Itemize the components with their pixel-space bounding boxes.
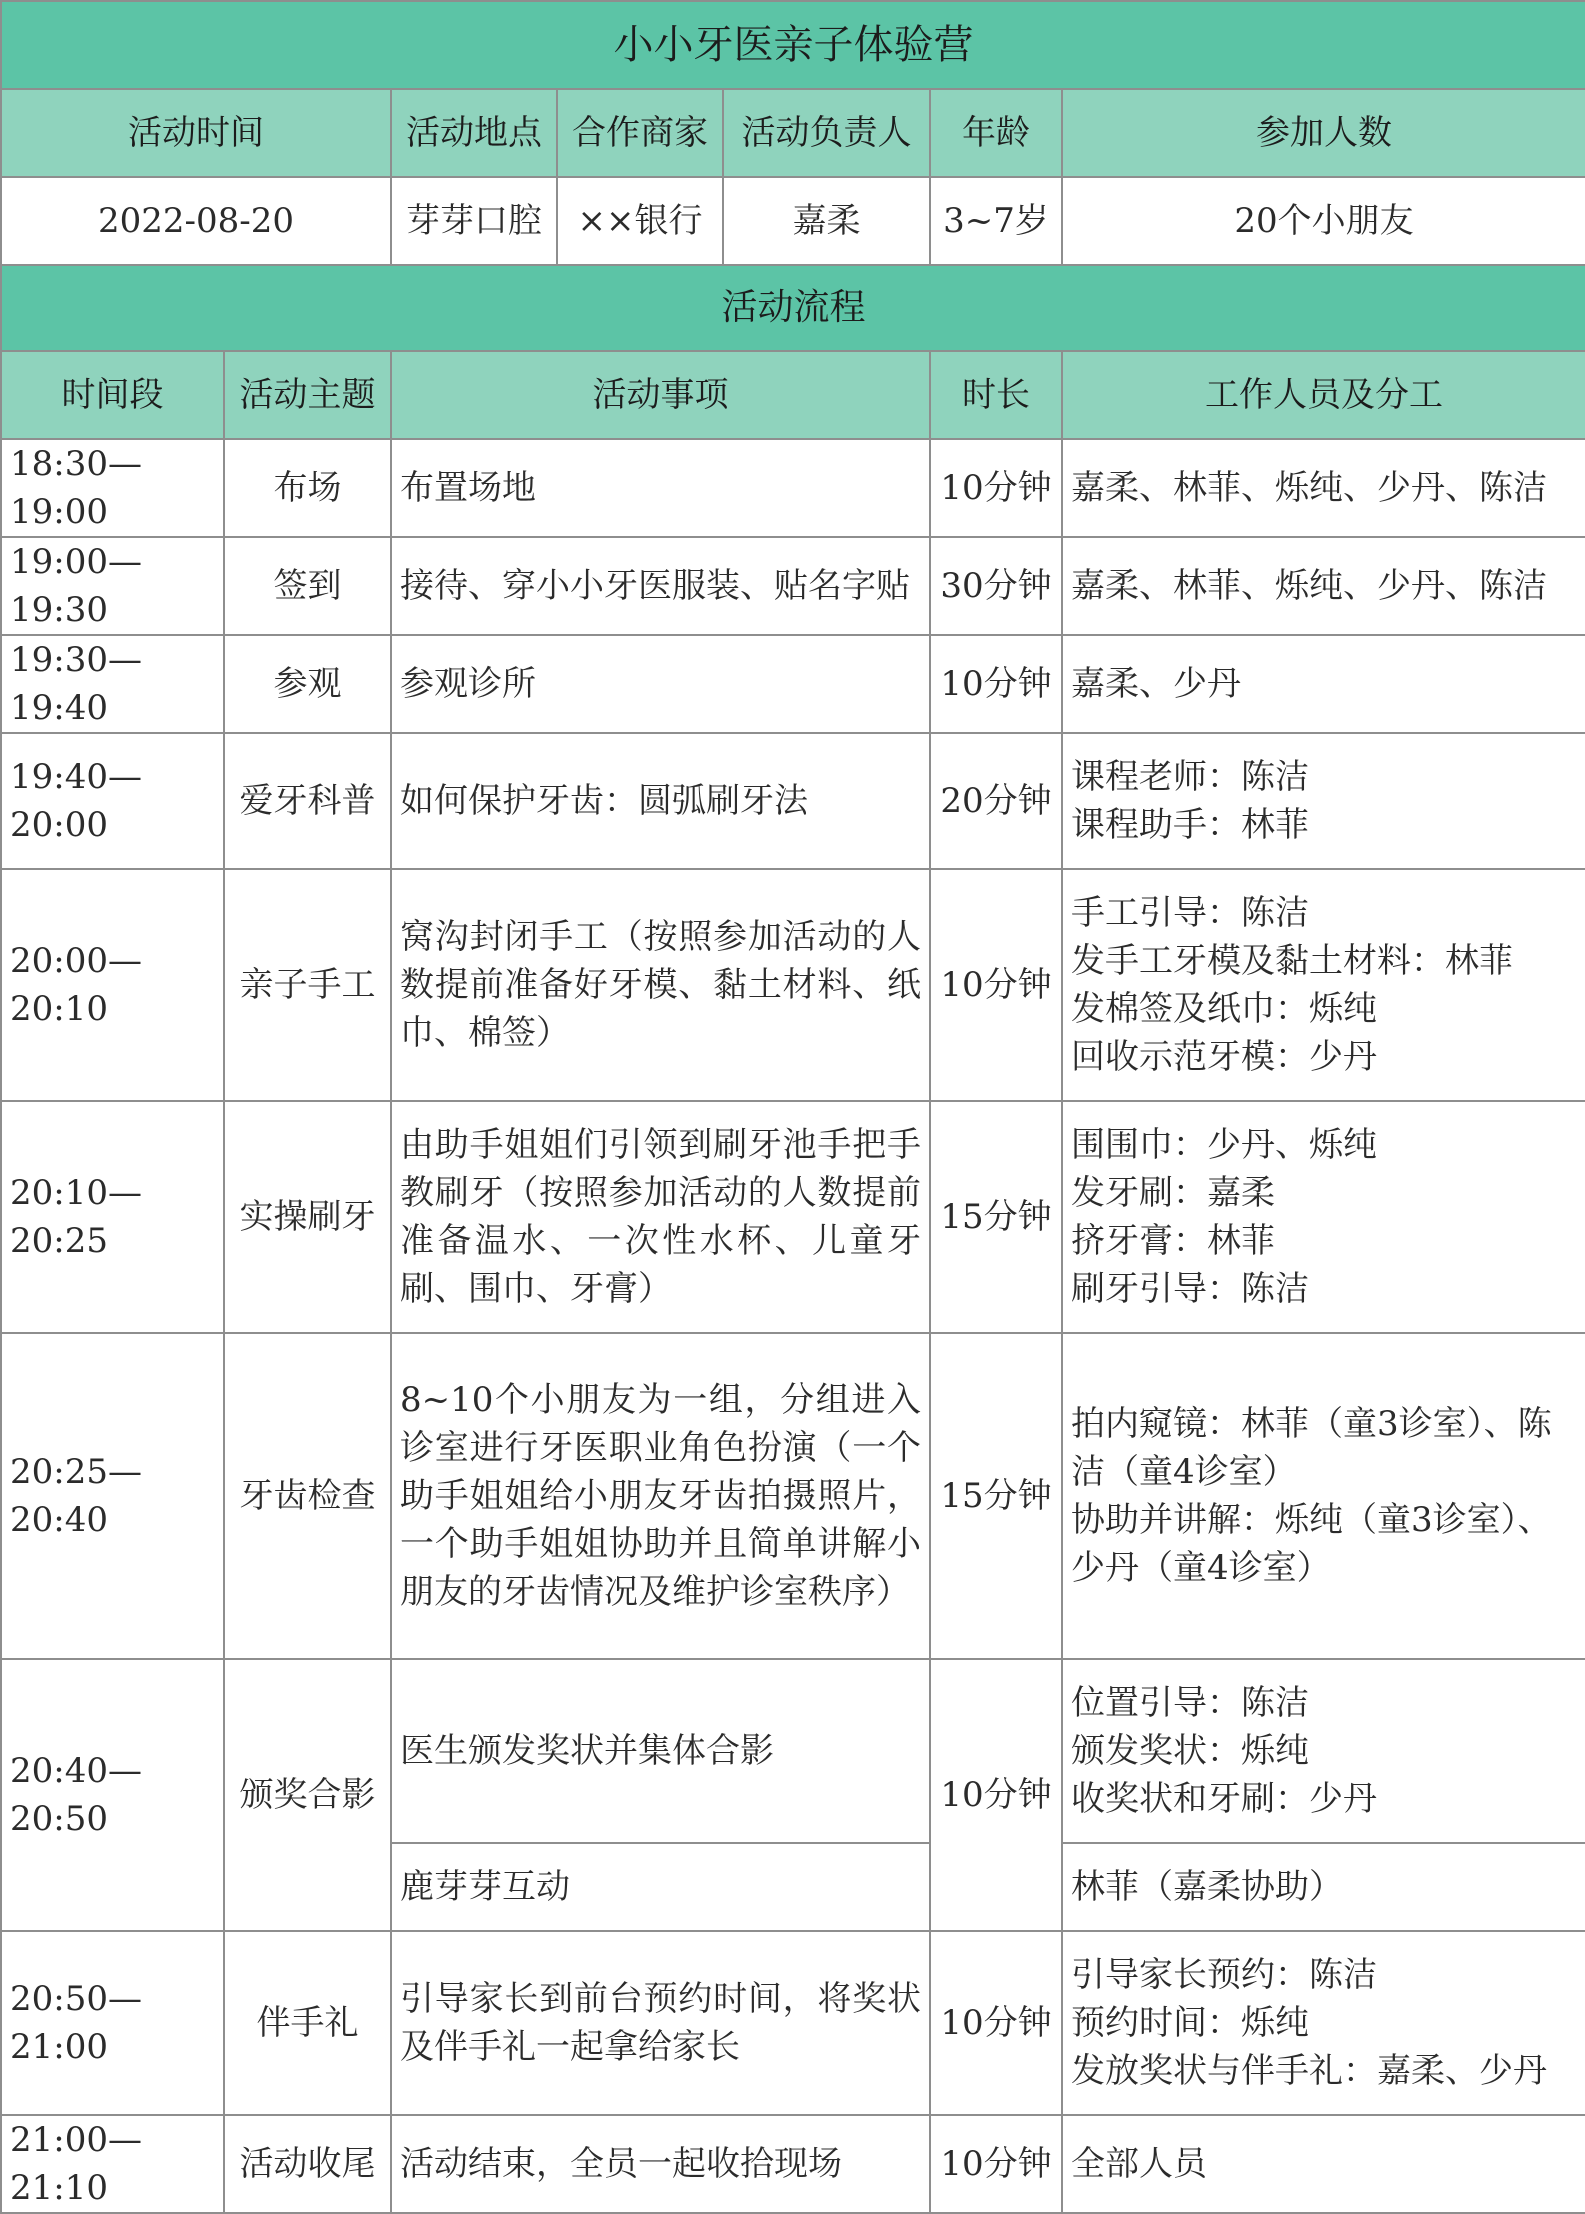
table-row [1,1101,1585,1333]
header-duration: 时长 [930,351,1062,439]
header-item: 活动事项 [391,351,930,439]
cell-item: 医生颁发奖状并集体合影 [391,1659,930,1843]
cell-theme: 布场 [224,439,391,537]
value-leader: 嘉柔 [723,177,930,265]
cell-period: 19:40—20:00 [1,733,224,869]
cell-item: 由助手姐姐们引领到刷牙池手把手教刷牙（按照参加活动的人数提前准备温水、一次性水杯、儿童牙刷、围巾、牙膏） [391,1101,930,1333]
header-age: 年龄 [930,89,1062,177]
cell-theme: 爱牙科普 [224,733,391,869]
process-title: 活动流程 [1,265,1585,351]
cell-duration: 10分钟 [930,439,1062,537]
cell-staff: 手工引导：陈洁 发手工牙模及黏土材料：林菲 发棉签及纸巾：烁纯 回收示范牙模：少丹 [1062,869,1585,1101]
value-participants: 20个小朋友 [1062,177,1585,265]
cell-staff: 课程老师：陈洁 课程助手：林菲 [1062,733,1585,869]
cell-item: 窝沟封闭手工（按照参加活动的人数提前准备好牙模、黏土材料、纸巾、棉签） [391,869,930,1101]
table-row [1,635,1585,733]
cell-staff: 全部人员 [1062,2115,1585,2213]
table-row [1,537,1585,635]
cell-period: 20:40—20:50 [1,1659,224,1931]
cell-theme: 活动收尾 [224,2115,391,2213]
table-row [1,1333,1585,1659]
cell-duration: 10分钟 [930,869,1062,1101]
cell-duration: 10分钟 [930,635,1062,733]
value-partner: ××银行 [557,177,723,265]
cell-item: 活动结束，全员一起收拾现场 [391,2115,930,2213]
cell-theme: 颁奖合影 [224,1659,391,1931]
cell-theme: 牙齿检查 [224,1333,391,1659]
cell-period: 20:25—20:40 [1,1333,224,1659]
table-row [1,1931,1585,2115]
cell-staff: 嘉柔、林菲、烁纯、少丹、陈洁 [1062,537,1585,635]
cell-staff: 引导家长预约：陈洁 预约时间：烁纯 发放奖状与伴手礼：嘉柔、少丹 [1062,1931,1585,2115]
cell-period: 20:00—20:10 [1,869,224,1101]
cell-staff: 嘉柔、少丹 [1062,635,1585,733]
cell-duration: 10分钟 [930,1659,1062,1931]
cell-duration: 15分钟 [930,1101,1062,1333]
process-title-row [1,265,1585,351]
cell-theme: 参观 [224,635,391,733]
table-row [1,733,1585,869]
header-theme: 活动主题 [224,351,391,439]
cell-item: 参观诊所 [391,635,930,733]
cell-period: 18:30—19:00 [1,439,224,537]
value-location: 芽芽口腔 [391,177,557,265]
cell-theme: 亲子手工 [224,869,391,1101]
cell-theme: 实操刷牙 [224,1101,391,1333]
cell-theme: 伴手礼 [224,1931,391,2115]
cell-staff: 拍内窥镜：林菲（童3诊室）、陈洁（童4诊室） 协助并讲解：烁纯（童3诊室）、少丹（童4诊室） [1062,1333,1585,1659]
cell-item: 引导家长到前台预约时间，将奖状及伴手礼一起拿给家长 [391,1931,930,2115]
table-row [1,869,1585,1101]
cell-item: 如何保护牙齿：圆弧刷牙法 [391,733,930,869]
header-partner: 合作商家 [557,89,723,177]
cell-period: 21:00—21:10 [1,2115,224,2213]
header-activity-time: 活动时间 [1,89,391,177]
schedule-header-row [1,351,1585,439]
cell-item: 鹿芽芽互动 [391,1843,930,1931]
cell-staff: 位置引导：陈洁 颁发奖状：烁纯 收奖状和牙刷：少丹 [1062,1659,1585,1843]
header-participants: 参加人数 [1062,89,1585,177]
cell-staff: 嘉柔、林菲、烁纯、少丹、陈洁 [1062,439,1585,537]
header-leader: 活动负责人 [723,89,930,177]
cell-staff: 林菲（嘉柔协助） [1062,1843,1585,1931]
table-row [1,2115,1585,2213]
cell-duration: 30分钟 [930,537,1062,635]
table-row [1,439,1585,537]
sheet-title: 小小牙医亲子体验营 [1,1,1585,89]
cell-period: 19:30—19:40 [1,635,224,733]
header-staff: 工作人员及分工 [1062,351,1585,439]
cell-duration: 20分钟 [930,733,1062,869]
cell-period: 20:10—20:25 [1,1101,224,1333]
cell-duration: 10分钟 [930,2115,1062,2213]
title-row [1,1,1585,89]
cell-duration: 15分钟 [930,1333,1062,1659]
cell-theme: 签到 [224,537,391,635]
cell-staff: 围围巾：少丹、烁纯 发牙刷：嘉柔 挤牙膏：林菲 刷牙引导：陈洁 [1062,1101,1585,1333]
cell-item: 布置场地 [391,439,930,537]
header-location: 活动地点 [391,89,557,177]
info-header-row [1,89,1585,177]
value-activity-time: 2022-08-20 [1,177,391,265]
table-row [1,1659,1585,1843]
cell-period: 20:50—21:00 [1,1931,224,2115]
cell-duration: 10分钟 [930,1931,1062,2115]
cell-item: 8~10个小朋友为一组，分组进入诊室进行牙医职业角色扮演（一个助手姐姐给小朋友牙齿拍摄照片，一个助手姐姐协助并且简单讲解小朋友的牙齿情况及维护诊室秩序） [391,1333,930,1659]
header-period: 时间段 [1,351,224,439]
cell-period: 19:00—19:30 [1,537,224,635]
value-age: 3~7岁 [930,177,1062,265]
info-values-row [1,177,1585,265]
cell-item: 接待、穿小小牙医服装、贴名字贴 [391,537,930,635]
